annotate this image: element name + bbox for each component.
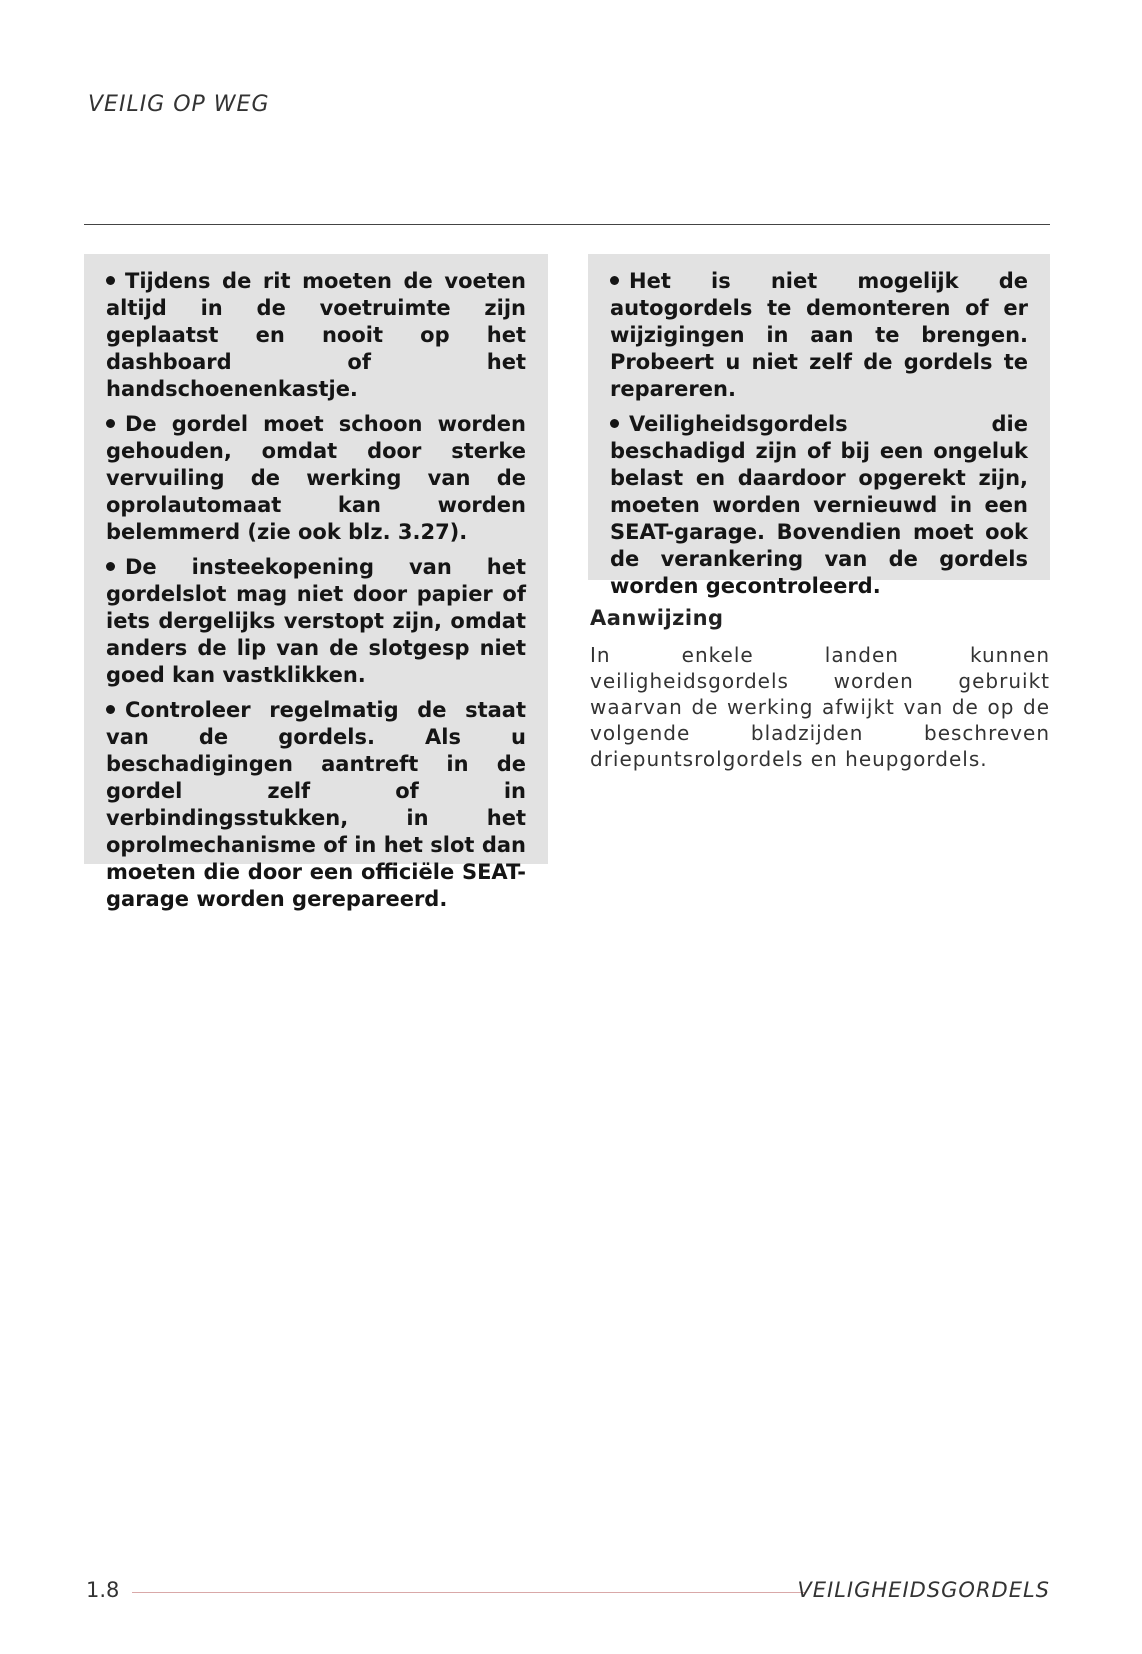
bullet-icon — [106, 562, 115, 571]
bullet-icon — [106, 705, 115, 714]
bullet-icon — [610, 276, 619, 285]
running-footer-title: VEILIGHEIDSGORDELS — [797, 1578, 1050, 1602]
page-number: 1.8 — [86, 1578, 120, 1602]
running-header: VEILIG OP WEG — [88, 92, 270, 117]
bullet-icon — [610, 419, 619, 428]
warning-item — [106, 697, 526, 913]
warning-item — [610, 411, 1028, 600]
note-text: In enkele landen kunnen veiligheidsgordels worden gebruikt waarvan de werking afwijkt van de op de volgende bladzijden beschreven driepuntsrolgordels en heupgordels. — [590, 643, 1050, 771]
warning-item-text: De insteekopening van het gordelslot mag niet door papier of iets dergelijks verstopt zijn, omdat anders de lip van de slotgesp niet goed kan vastklikken. — [106, 555, 526, 687]
warning-item — [106, 411, 526, 546]
warning-item — [610, 268, 1028, 403]
note-heading: Aanwijzing — [590, 606, 724, 630]
warning-item — [106, 554, 526, 689]
footer-divider — [132, 1592, 806, 1593]
bullet-icon — [106, 419, 115, 428]
warning-item-text: De gordel moet schoon worden gehouden, omdat door sterke vervuiling de werking van de oprolautomaat kan worden belemmerd (zie ook blz. 3.27). — [106, 412, 526, 544]
bullet-icon — [106, 276, 115, 285]
warning-item — [106, 268, 526, 403]
warning-box-right — [588, 254, 1050, 598]
warning-item-text: Veiligheidsgordels die beschadigd zijn of bij een ongeluk belast en daardoor opgerekt zijn, moeten worden vernieuwd in een SEAT-garage. Bovendien moet ook de verankering van de gordels worden gecontroleerd. — [610, 412, 1028, 598]
warning-item-text: Controleer regelmatig de staat van de gordels. Als u beschadigingen aantreft in de gordel zelf of in verbindingsstukken, in het oprolmechanisme of in het slot dan moeten die door een officiële SEAT-garage worden gerepareerd. — [106, 698, 526, 911]
warning-box-left — [84, 254, 548, 911]
header-divider — [84, 224, 1050, 225]
warning-item-text: Het is niet mogelijk de autogordels te demonteren of er wijzigingen in aan te brengen. Probeert u niet zelf de gordels te repareren. — [610, 269, 1028, 401]
warning-item-text: Tijdens de rit moeten de voeten altijd in de voetruimte zijn geplaatst en nooit op het dashboard of het handschoenenkastje. — [106, 269, 526, 401]
